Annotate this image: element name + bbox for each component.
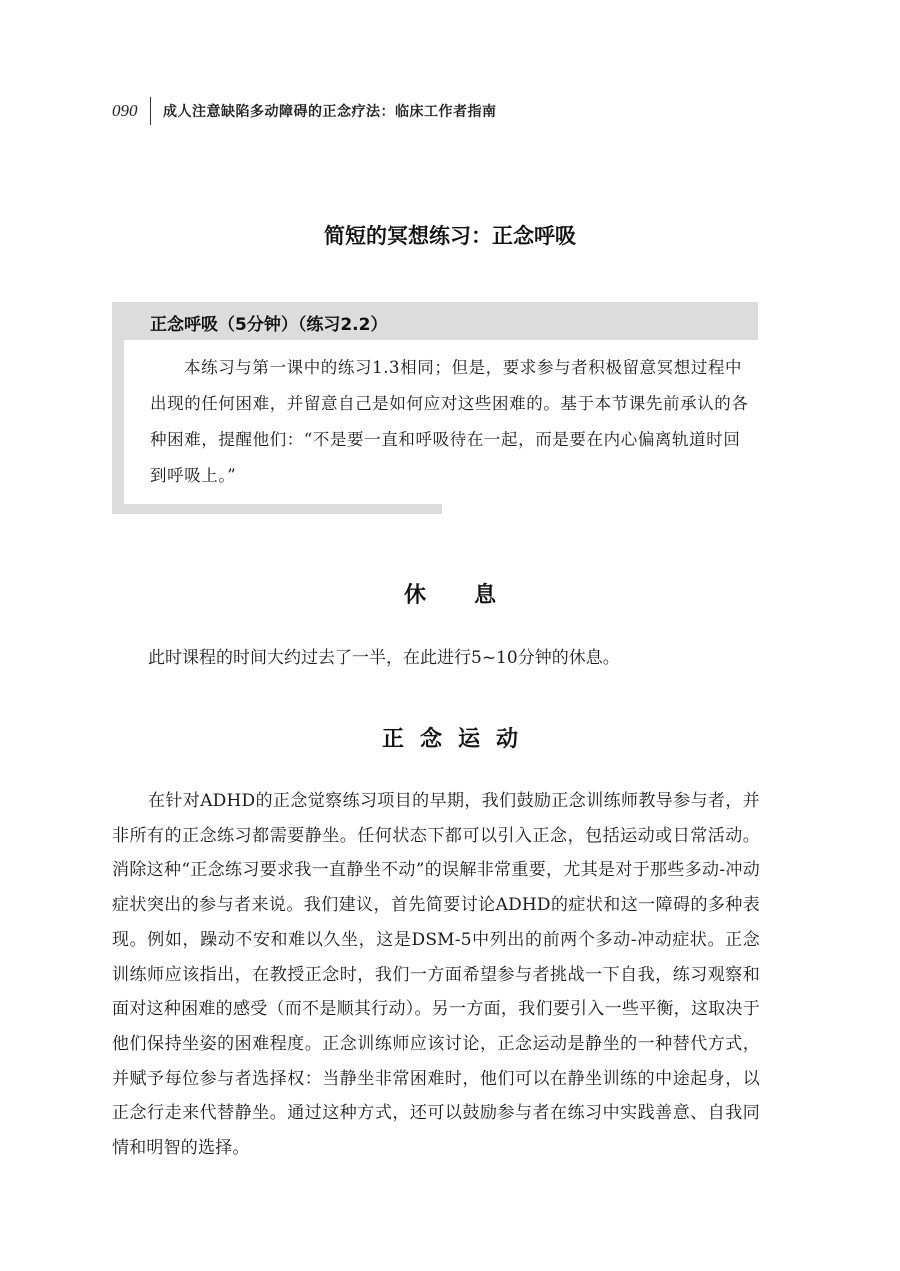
page-number: 090: [112, 101, 138, 120]
exercise-box-bottom-border: [112, 504, 442, 514]
rest-heading: 休息: [403, 583, 544, 608]
running-header: [112, 96, 497, 126]
exercise-body: 本练习与第一课中的练习1.3相同；但是，要求参与者积极留意冥想过程中出现的任何困难，并留意自己是如何应对这些困难的。基于本节课先前承认的各种困难，提醒他们：“不是要一直和呼吸待在一起，而是要在内心偏离轨道时回到呼吸上。”: [150, 358, 749, 485]
exercise-title: 正念呼吸（5分钟）（练习2.2）: [150, 315, 388, 335]
header-divider: [150, 97, 152, 125]
meditation-heading: 简短的冥想练习：正念呼吸: [324, 224, 576, 248]
movement-paragraph: 在针对ADHD的正念觉察练习项目的早期，我们鼓励正念训练师教导参与者，并非所有的正念练习都需要静坐。任何状态下都可以引入正念，包括运动或日常活动。消除这种“正念练习要求我一直静坐不动”的误解非常重要，尤其是对于那些多动-冲动症状突出的参与者来说。我们建议，首先简要讨论ADHD的症状和这一障碍的多种表现。例如，躁动不安和难以久坐，这是DSM-5中列出的前两个多动-冲动症状。正念训练师应该指出，在教授正念时，我们一方面希望参与者挑战一下自我，练习观察和面对这种困难的感受（而不是顺其行动）。另一方面，我们要引入一些平衡，这取决于他们保持坐姿的困难程度。正念训练师应该讨论，正念运动是静坐的一种替代方式，并赋予每位参与者选择权：当静坐非常困难时，他们可以在静坐训练的中途起身，以正念行走来代替静坐。通过这种方式，还可以鼓励参与者在练习中实践善意、自我同情和明智的选择。: [112, 791, 760, 1159]
exercise-box: [112, 302, 758, 514]
movement-heading: 正念运动: [381, 727, 534, 752]
book-title: 成人注意缺陷多动障碍的正念疗法：临床工作者指南: [163, 104, 497, 120]
exercise-box-left-border: [112, 340, 124, 514]
rest-paragraph: 此时课程的时间大约过去了一半，在此进行5~10分钟的休息。: [148, 648, 620, 668]
